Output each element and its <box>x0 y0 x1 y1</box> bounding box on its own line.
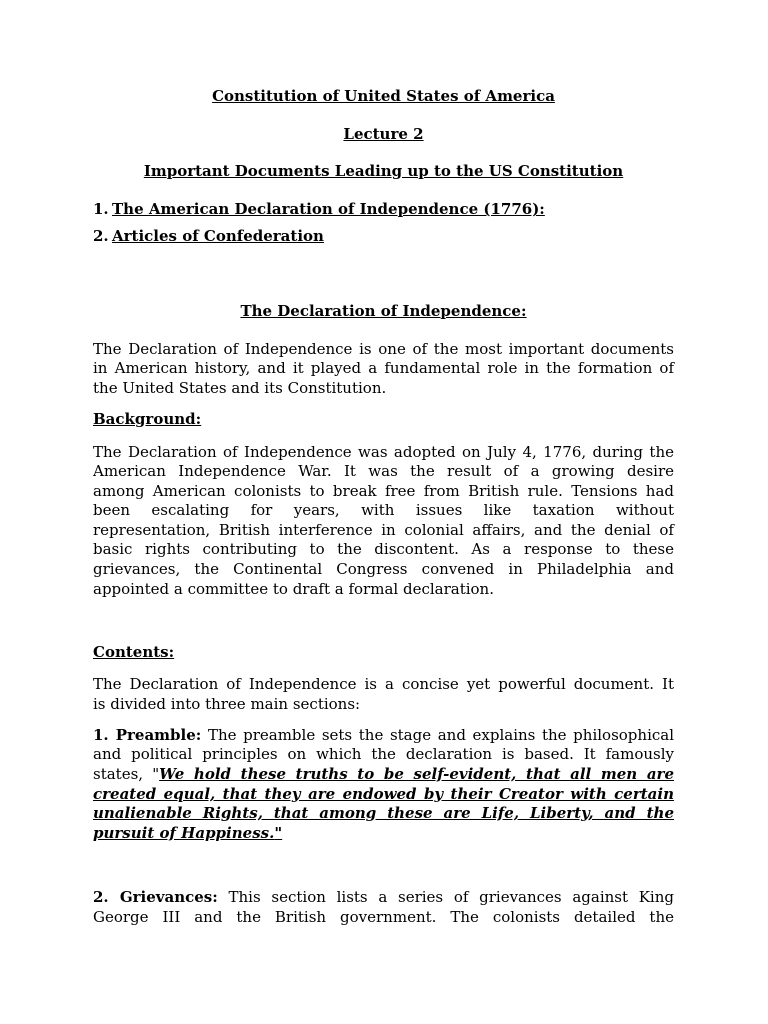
paragraph-line: is divided into three main sections: <box>93 695 361 713</box>
paragraph-line: the United States and its Constitution. <box>93 379 387 397</box>
background-heading: Background: <box>93 410 202 428</box>
toc-text: The American Declaration of Independence (1776): <box>112 200 545 218</box>
paragraph-line: The Declaration of Independence was adopted on July 4, 1776, during the <box>93 443 674 461</box>
toc-number: 1. <box>93 200 109 218</box>
preamble-quote-end <box>93 823 674 843</box>
preamble-quote-line <box>93 764 674 784</box>
paragraph-line: The Declaration of Independence is one of the most important documents <box>93 340 674 358</box>
paragraph-line: in American history, and it played a fundamental role in the formation of <box>93 359 674 377</box>
quote-prefix: states, " <box>93 765 160 783</box>
closing-quote: " <box>274 824 283 842</box>
quote-text: unalienable Rights, that among these are Life, Liberty, and the <box>93 804 674 822</box>
grievances-label: 2. Grievances: <box>93 888 218 906</box>
paragraph-line: been escalating for years, with issues like taxation without <box>93 501 674 519</box>
document-title: Constitution of United States of America <box>212 87 555 105</box>
preamble-line <box>93 725 674 745</box>
paragraph-line: representation, British interference in colonial affairs, and the denial of <box>93 521 674 539</box>
toc-number: 2. <box>93 227 109 245</box>
preamble-text: The preamble sets the stage and explains the philosophical <box>201 726 675 744</box>
quote-text: We hold these truths to be self-evident, that all men are <box>159 765 674 783</box>
paragraph-line: grievances, the Continental Congress convened in Philadelphia and <box>93 560 674 578</box>
grievances-text: This section lists a series of grievances against King <box>217 888 674 906</box>
paragraph-line: and political principles on which the declaration is based. It famously <box>93 745 674 763</box>
paragraph-line: George III and the British government. The colonists detailed the <box>93 908 674 926</box>
toc-item-2 <box>93 226 674 246</box>
paragraph-line: among American colonists to break free from British rule. Tensions had <box>93 482 674 500</box>
grievances-line <box>93 887 674 907</box>
quote-text: pursuit of Happiness. <box>93 824 275 842</box>
section-heading: The Declaration of Independence: <box>240 302 527 320</box>
paragraph-line: American Independence War. It was the result of a growing desire <box>93 462 674 480</box>
subtitle-heading: Important Documents Leading up to the US Constitution <box>143 162 624 180</box>
paragraph-line: basic rights contributing to the discontent. As a response to these <box>93 540 674 558</box>
toc-item-1 <box>93 199 674 219</box>
quote-text: created equal, that they are endowed by their Creator with certain <box>93 785 674 803</box>
preamble-label: 1. Preamble: <box>93 726 202 744</box>
toc-text: Articles of Confederation <box>112 227 324 245</box>
contents-heading: Contents: <box>93 643 175 661</box>
paragraph-line: appointed a committee to draft a formal declaration. <box>93 580 494 598</box>
paragraph-line: The Declaration of Independence is a concise yet powerful document. It <box>93 675 674 693</box>
lecture-heading: Lecture 2 <box>343 125 424 143</box>
